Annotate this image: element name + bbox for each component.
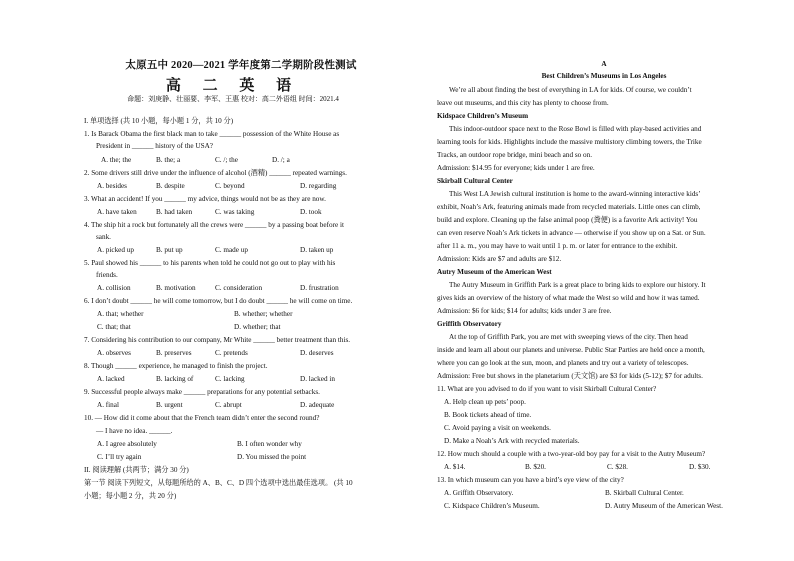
- option: C. Kidspace Children’s Museum.: [444, 502, 540, 510]
- paragraph-line: inside and learn all about our planets and universe. Public Star Parties are held once a month,: [437, 346, 705, 354]
- option: B. despite: [156, 182, 185, 190]
- option: B. I often wonder why: [237, 440, 302, 448]
- passage-intro: We’re all about finding the best of everything in LA for kids. Of course, we couldn’t: [449, 86, 692, 94]
- paragraph-line: Tracks, an outdoor rope bridge, mini beach and so on.: [437, 151, 593, 159]
- paragraph-line: where you can go look at the sun, moon, and planets and try out a variety of telescopes.: [437, 359, 689, 367]
- question-7: 7. Considering his contribution to our company, Mr White ______ better treatment than this.: [84, 336, 351, 344]
- question-10: 10. — How did it come about that the French team didn’t enter the second round?: [84, 414, 320, 422]
- question-5: 5. Paul showed his ______ to his parents when told he could not go out to play with his: [84, 259, 336, 267]
- option: C. was taking: [215, 208, 255, 216]
- paragraph-line: This West LA Jewish cultural institution is home to the award-winning interactive kids’: [449, 190, 701, 198]
- option: D. took: [300, 208, 322, 216]
- option: B. $20.: [525, 463, 546, 471]
- part1-heading: I. 单项选择 (共 10 小题，每小题 1 分，共 10 分): [84, 117, 234, 125]
- option: B. Book tickets ahead of time.: [444, 411, 532, 419]
- paragraph-line: gives kids an overview of the history of what made the West so wild and how it was tamed.: [437, 294, 700, 302]
- option: B. urgent: [156, 401, 183, 409]
- option: D. deserves: [300, 349, 334, 357]
- paragraph-line: can even reserve Noah’s Ark tickets in advance — otherwise if you show up on a Sat. or Sun.: [437, 229, 706, 237]
- option: D. Make a Noah’s Ark with recycled materials.: [444, 437, 580, 445]
- question-10-cont: — I have no idea. ______.: [96, 427, 173, 435]
- option: D. frustration: [300, 284, 339, 292]
- passage-intro: leave out museums, and this city has plenty to choose from.: [437, 99, 609, 107]
- option: A. Griffith Observatory.: [444, 489, 514, 497]
- passage-label: A: [601, 60, 607, 68]
- paragraph-line: after 11 a. m., you may have to wait until 1 p. m. or later for entrance to the exhibit.: [437, 242, 678, 250]
- option: B. lacking of: [156, 375, 194, 383]
- option: B. motivation: [156, 284, 196, 292]
- option: A. picked up: [97, 246, 134, 254]
- question-5-cont: friends.: [96, 271, 118, 279]
- option: C. $28.: [607, 463, 628, 471]
- option: D. regarding: [300, 182, 337, 190]
- option: A. final: [97, 401, 119, 409]
- option: D. Autry Museum of the American West.: [605, 502, 723, 510]
- paragraph-line: Admission: Free but shows in the planetarium (天文馆) are $3 for kids (5-12); $7 for adults.: [437, 372, 703, 380]
- option: D. whether; that: [234, 323, 281, 331]
- section1-instructions-cont: 小题；每小题 2 分，共 20 分): [84, 492, 177, 500]
- option: A. have taken: [97, 208, 137, 216]
- option: D. lacked in: [300, 375, 335, 383]
- section1-instructions: 第一节 阅读下列短文，从每题所给的 A、B、C、D 四个选项中选出最佳选项。 (共 10: [84, 479, 353, 487]
- exam-meta: 命题：刘庚静、壮丽要、李军、王惠 校对：高二外语组 时间：2021.4: [127, 95, 339, 103]
- option: C. /; the: [215, 156, 238, 164]
- section-heading-autry: Autry Museum of the American West: [437, 268, 552, 276]
- option: D. taken up: [300, 246, 334, 254]
- question-6: 6. I don’t doubt ______ he will come tomorrow, but I do doubt ______ he will come on time.: [84, 297, 353, 305]
- question-8: 8. Though ______ experience, he managed to finish the project.: [84, 362, 268, 370]
- paragraph-line: Admission: Kids are $7 and adults are $12.: [437, 255, 562, 263]
- question-4-cont: sank.: [96, 233, 111, 241]
- option: D. $30.: [689, 463, 711, 471]
- option: A. collision: [97, 284, 131, 292]
- section-heading-griffith: Griffith Observatory: [437, 320, 502, 328]
- option: B. Skirball Cultural Center.: [605, 489, 684, 497]
- option: A. Help clean up pets’ poop.: [444, 398, 526, 406]
- option: B. put up: [156, 246, 183, 254]
- option: B. had taken: [156, 208, 193, 216]
- option: C. pretends: [215, 349, 248, 357]
- option: C. beyond: [215, 182, 245, 190]
- option: C. lacking: [215, 375, 245, 383]
- option: A. I agree absolutely: [97, 440, 157, 448]
- option: B. whether; whether: [234, 310, 293, 318]
- option: C. made up: [215, 246, 248, 254]
- subject-title: 高 二 英 语: [165, 78, 301, 94]
- paragraph-line: learning tools for kids. Highlights include the massive multistory climbing towers, the Trike: [437, 138, 702, 146]
- paragraph-line: This indoor-outdoor space next to the Rose Bowl is filled with play-based activities and: [449, 125, 702, 133]
- question-12: 12. How much should a couple with a two-year-old boy pay for a visit to the Autry Museum?: [437, 450, 706, 458]
- option: C. I’ll try again: [97, 453, 142, 461]
- question-3: 3. What an accident! If you ______ my advice, things would not be as they are now.: [84, 195, 326, 203]
- option: A. observes: [97, 349, 131, 357]
- option: A. $14.: [444, 463, 466, 471]
- exam-title: 太原五中 2020—2021 学年度第二学期阶段性测试: [125, 60, 357, 71]
- paragraph-line: exhibit, Noah’s Ark, featuring animals made from recycled materials. Little ones can climb,: [437, 203, 701, 211]
- question-9: 9. Successful people always make ______ preparations for any potential setbacks.: [84, 388, 320, 396]
- option: A. besides: [97, 182, 127, 190]
- question-2: 2. Some drivers still drive under the influence of alcohol (酒精) ______ repeated warnings.: [84, 169, 347, 177]
- passage-title: Best Children’s Museums in Los Angeles: [541, 72, 667, 80]
- option: A. lacked: [97, 375, 125, 383]
- option: D. You missed the point: [237, 453, 307, 461]
- option: C. abrupt: [215, 401, 242, 409]
- question-4: 4. The ship hit a rock but fortunately all the crews were ______ by a passing boat before it: [84, 221, 344, 229]
- paragraph-line: At the top of Griffith Park, you are met with sweeping views of the city. Then head: [449, 333, 688, 341]
- section-heading-kidspace: Kidspace Children’s Museum: [437, 112, 529, 120]
- option: C. consideration: [215, 284, 263, 292]
- option: D. adequate: [300, 401, 335, 409]
- question-1: 1. Is Barack Obama the first black man to take ______ possession of the White House as: [84, 130, 340, 138]
- option: A. the; the: [101, 156, 132, 164]
- question-11: 11. What are you advised to do if you want to visit Skirball Cultural Center?: [437, 385, 657, 393]
- question-1-cont: President in ______ history of the USA?: [96, 142, 213, 150]
- paragraph-line: The Autry Museum in Griffith Park is a great place to bring kids to explore our history. It: [449, 281, 706, 289]
- option: A. that; whether: [97, 310, 144, 318]
- option: B. preserves: [156, 349, 192, 357]
- paragraph-line: build and explore. Cleaning up the false animal poop (粪便) is a favorite Ark activity! You: [437, 216, 698, 224]
- question-13: 13. In which museum can you have a bird’s eye view of the city?: [437, 476, 624, 484]
- part2-heading: II. 阅读理解 (共两节；满分 30 分): [84, 466, 189, 474]
- option: B. the; a: [156, 156, 181, 164]
- option: D. /; a: [272, 156, 290, 164]
- section-heading-skirball: Skirball Cultural Center: [437, 177, 513, 185]
- option: C. that; that: [97, 323, 131, 331]
- paragraph-line: Admission: $14.95 for everyone; kids under 1 are free.: [437, 164, 595, 172]
- option: C. Avoid paying a visit on weekends.: [444, 424, 551, 432]
- paragraph-line: Admission: $6 for kids; $14 for adults; kids under 3 are free.: [437, 307, 612, 315]
